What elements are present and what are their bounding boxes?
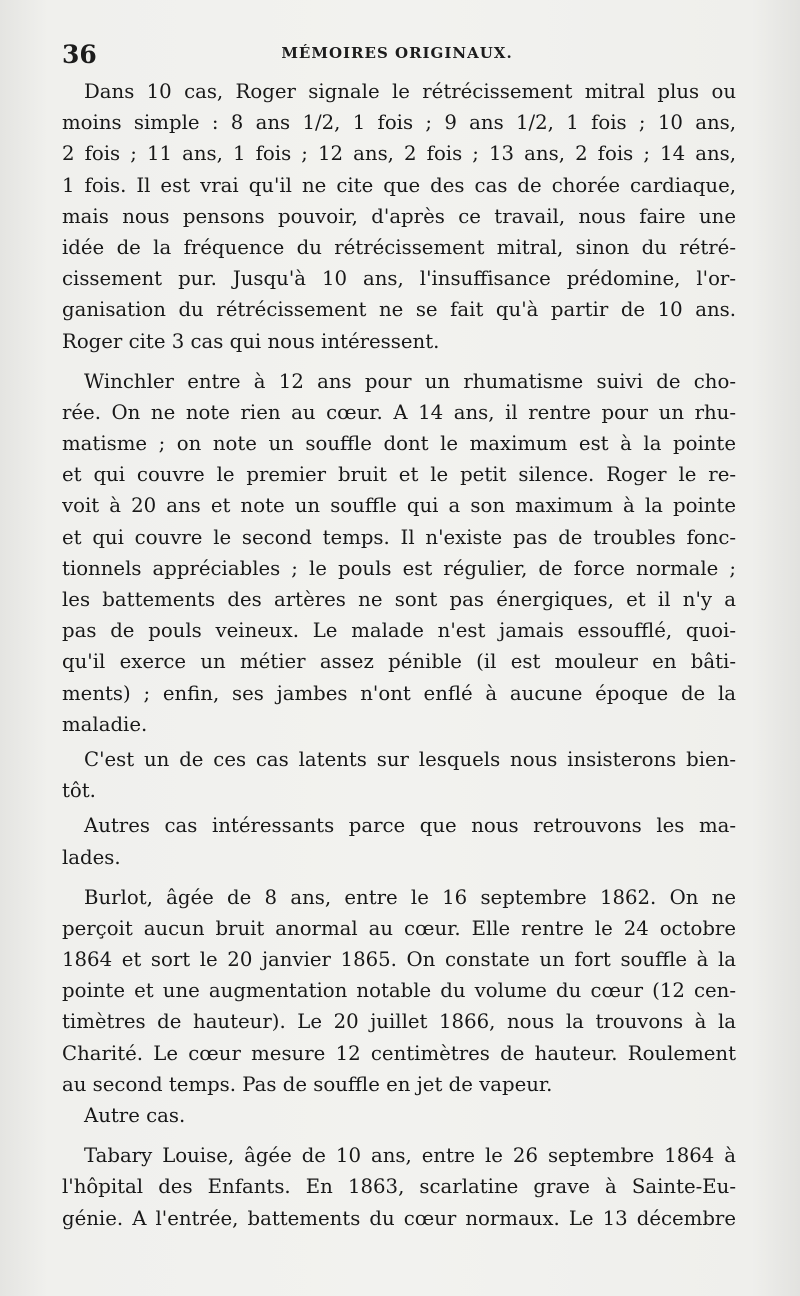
text-line: Burlot, âgée de 8 ans, entre le 16 septembre 1862. On ne <box>84 885 736 909</box>
text-line: cissement pur. Jusqu'à 10 ans, l'insuffisance prédomine, l'or- <box>62 267 736 291</box>
text-line: qu'il exerce un métier assez pénible (il est mouleur en bâti- <box>62 650 736 674</box>
paragraph <box>62 366 736 740</box>
text-line: 2 fois ; 11 ans, 1 fois ; 12 ans, 2 fois ; 13 ans, 2 fois ; 14 ans, <box>62 142 736 166</box>
body-text <box>62 76 736 1234</box>
text-line: lades. <box>62 845 121 869</box>
text-line: Roger cite 3 cas qui nous intéressent. <box>62 329 440 353</box>
text-line: les battements des artères ne sont pas énergiques, et il n'y a <box>62 588 736 611</box>
text-line: tionnels appréciables ; le pouls est régulier, de force normale ; <box>62 556 736 580</box>
text-line: Charité. Le cœur mesure 12 centimètres de hauteur. Roulement <box>62 1041 736 1065</box>
paragraph <box>62 1140 736 1234</box>
text-line: timètres de hauteur). Le 20 juillet 1866, nous la trouvons à la <box>62 1010 736 1034</box>
paragraph <box>62 810 736 872</box>
text-line: tôt. <box>62 779 96 803</box>
text-line: l'hôpital des Enfants. En 1863, scarlatine grave à Sainte-Eu- <box>62 1175 736 1199</box>
text-line: perçoit aucun bruit anormal au cœur. Elle rentre le 24 octobre <box>62 916 736 940</box>
text-line: pas de pouls veineux. Le malade n'est jamais essoufflé, quoi- <box>62 619 736 643</box>
paragraph <box>62 882 736 1100</box>
paragraph <box>62 76 736 357</box>
text-line: idée de la fréquence du rétrécissement mitral, sinon du rétré- <box>62 235 736 259</box>
text-line: voit à 20 ans et note un souffle qui a son maximum à la pointe <box>62 494 736 518</box>
text-line: et qui couvre le premier bruit et le petit silence. Roger le re- <box>62 463 736 487</box>
text-line: ments) ; enfin, ses jambes n'ont enflé à aucune époque de la <box>62 681 736 705</box>
text-line: Winchler entre à 12 ans pour un rhumatisme suivi de cho- <box>84 369 736 393</box>
text-line: moins simple : 8 ans 1/2, 1 fois ; 9 ans 1/2, 1 fois ; 10 ans, <box>62 111 736 135</box>
page-header <box>62 40 732 68</box>
text-line: mais nous pensons pouvoir, d'après ce travail, nous faire une <box>62 204 736 228</box>
running-head: MÉMOIRES ORIGINAUX. <box>281 44 513 62</box>
text-line: 1 fois. Il est vrai qu'il ne cite que des cas de chorée cardiaque, <box>62 173 736 197</box>
paragraph <box>62 1100 736 1131</box>
paragraph <box>62 744 736 806</box>
text-line: et qui couvre le second temps. Il n'existe pas de troubles fonc- <box>62 525 736 549</box>
text-line: 1864 et sort le 20 janvier 1865. On constate un fort souffle à la <box>62 948 736 972</box>
text-line: rée. On ne note rien au cœur. A 14 ans, il rentre pour un rhu- <box>62 400 736 424</box>
text-line: matisme ; on note un souffle dont le maximum est à la pointe <box>62 432 736 456</box>
text-line: Tabary Louise, âgée de 10 ans, entre le 26 septembre 1864 à <box>84 1144 736 1168</box>
text-line: C'est un de ces cas latents sur lesquels nous insisterons bien- <box>84 747 736 771</box>
text-line: Autre cas. <box>84 1104 186 1127</box>
text-line: Dans 10 cas, Roger signale le rétrécissement mitral plus ou <box>84 80 736 103</box>
text-line: pointe et une augmentation notable du volume du cœur (12 cen- <box>62 979 736 1003</box>
text-line: ganisation du rétrécissement ne se fait qu'à partir de 10 ans. <box>62 298 736 322</box>
page-number: 36 <box>62 40 97 69</box>
text-line: maladie. <box>62 712 148 736</box>
text-line: au second temps. Pas de souffle en jet de vapeur. <box>62 1072 553 1096</box>
text-line: Autres cas intéressants parce que nous retrouvons les ma- <box>84 814 736 838</box>
text-line: génie. A l'entrée, battements du cœur normaux. Le 13 décembre <box>62 1206 736 1230</box>
